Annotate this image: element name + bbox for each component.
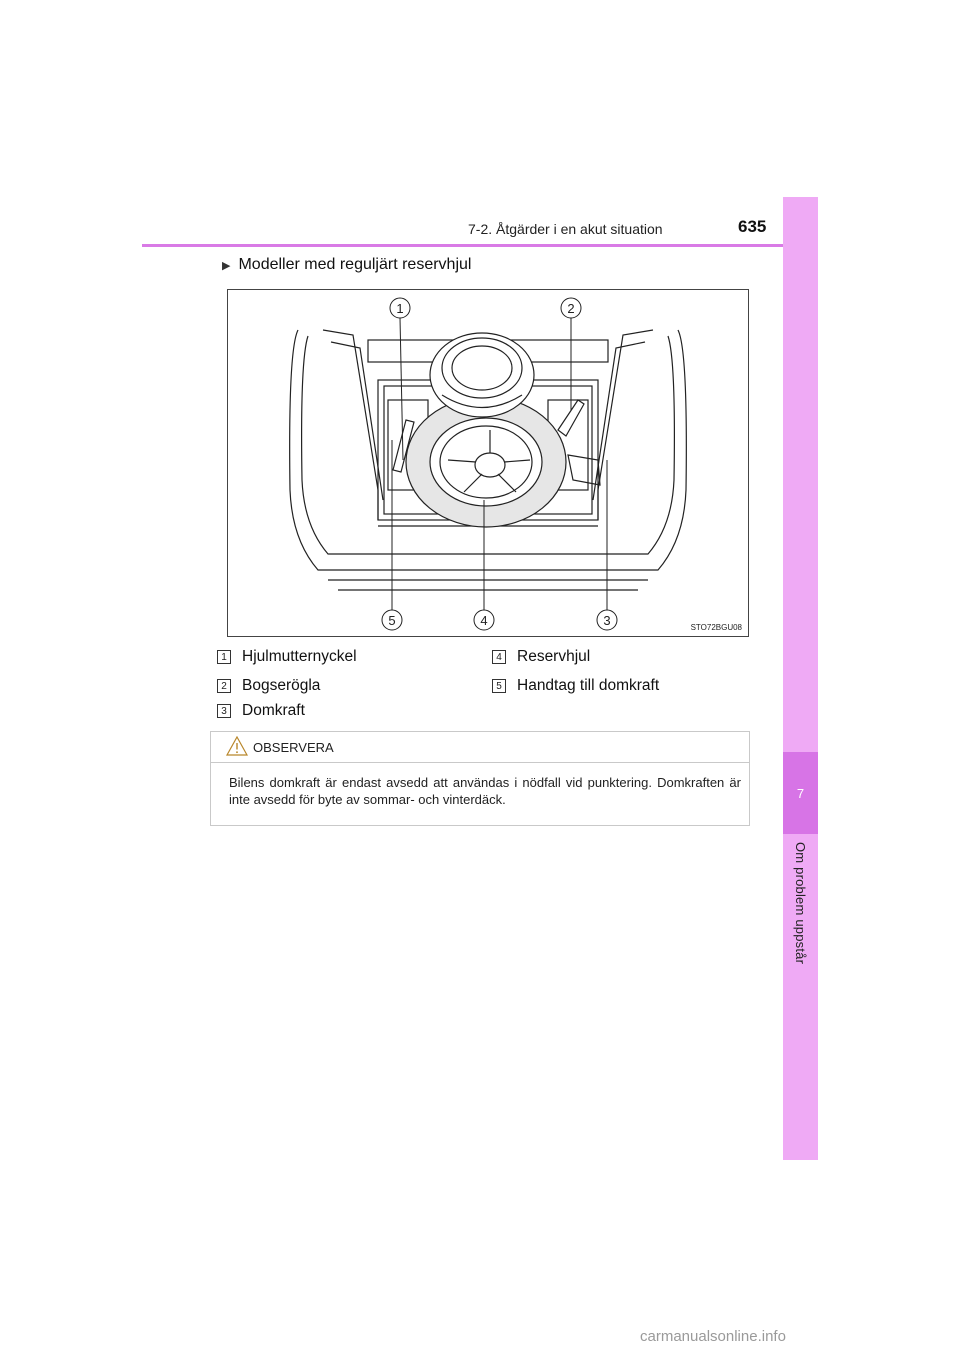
notice-box (210, 731, 750, 826)
legend-number: 2 (217, 679, 231, 693)
callout-1 (390, 298, 410, 318)
chapter-title-vertical (783, 842, 818, 1012)
section-heading-text: Modeller med reguljärt reservhjul (238, 256, 472, 273)
legend-number: 3 (217, 704, 231, 718)
warning-triangle-icon (226, 736, 248, 756)
car-trunk-drawing (228, 290, 748, 636)
callout-3 (597, 610, 617, 630)
triangle-bullet-icon: ▶ (222, 259, 231, 272)
chapter-side-strip (783, 197, 818, 1160)
legend-item-5 (492, 677, 659, 695)
svg-text:1: 1 (396, 301, 404, 316)
svg-text:4: 4 (480, 613, 488, 628)
chapter-title: Om problem uppstår (793, 842, 808, 965)
legend-label: Handtag till domkraft (517, 677, 660, 694)
figure-code: STO72BGU08 (690, 623, 742, 632)
legend-number: 5 (492, 679, 506, 693)
notice-body: Bilens domkraft är endast avsedd att användas i nödfall vid punktering. Domkraften är inte avsedd för byte av sommar- och vinterdäck. (229, 775, 741, 807)
callout-2 (561, 298, 581, 318)
trunk-illustration (227, 289, 749, 637)
legend-item-4 (492, 648, 590, 666)
notice-title: OBSERVERA (253, 740, 334, 755)
watermark: carmanualsonline.info (640, 1328, 786, 1345)
page-number: 635 (738, 217, 767, 236)
svg-text:3: 3 (603, 613, 611, 628)
chapter-number-tab[interactable] (783, 752, 818, 834)
callout-4 (474, 610, 494, 630)
section-heading (222, 256, 471, 274)
legend-item-3 (217, 702, 305, 720)
legend-item-2 (217, 677, 320, 695)
legend-label: Bogserögla (242, 677, 321, 694)
legend-number: 1 (217, 650, 231, 664)
running-header-title: 7-2. Åtgärder i en akut situation (468, 221, 663, 237)
legend-label: Reservhjul (517, 648, 591, 665)
svg-text:5: 5 (388, 613, 396, 628)
legend-number: 4 (492, 650, 506, 664)
header-divider (142, 244, 818, 247)
legend-item-1 (217, 648, 357, 666)
callout-5 (382, 610, 402, 630)
notice-header (211, 732, 749, 763)
legend-label: Hjulmutternyckel (242, 648, 357, 665)
chapter-number: 7 (796, 785, 805, 801)
legend-label: Domkraft (242, 702, 305, 719)
svg-text:2: 2 (567, 301, 575, 316)
